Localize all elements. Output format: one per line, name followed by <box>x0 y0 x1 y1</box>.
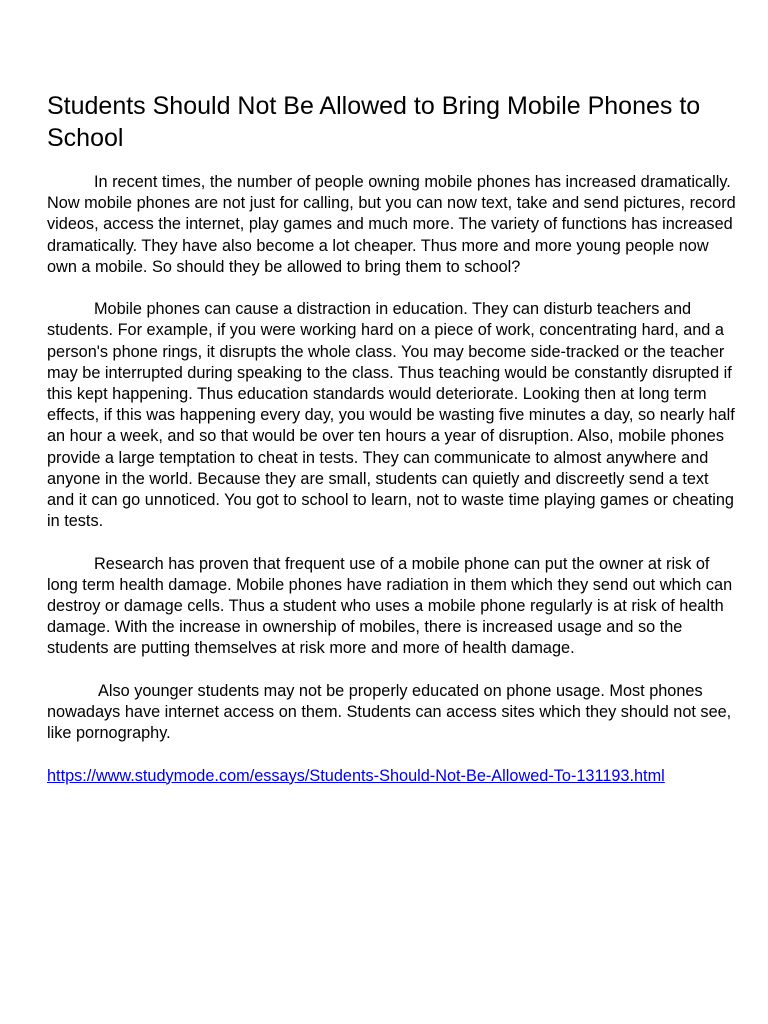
source-link[interactable]: https://www.studymode.com/essays/Students-Should-Not-Be-Allowed-To-131193.html <box>47 766 665 785</box>
paragraph-intro: In recent times, the number of people owning mobile phones has increased dramatically. Now mobile phones are not just for calling, but you can now text, take and send pictures, record videos, access the internet, play games and much more. The variety of functions has increased dramatically. They have also become a lot cheaper. Thus more and more young people now own a mobile. So should they be allowed to bring them to school? <box>47 173 736 276</box>
paragraph-internet: Also younger students may not be properly educated on phone usage. Most phones nowadays have internet access on them. Students can access sites which they should not see, like pornography. <box>47 681 732 743</box>
document-title: Students Should Not Be Allowed to Bring Mobile Phones to School <box>47 92 701 152</box>
paragraph-health: Research has proven that frequent use of a mobile phone can put the owner at risk of long term health damage. Mobile phones have radiation in them which they send out which can destroy or damage cells. Thus a student who uses a mobile phone regularly is at risk of health damage. With the increase in ownership of mobiles, there is increased usage and so the students are putting themselves at risk more and more of health damage. <box>47 554 733 658</box>
document-body <box>47 172 737 787</box>
paragraph-distraction: Mobile phones can cause a distraction in education. They can disturb teachers and students. For example, if you were working hard on a piece of work, concentrating hard, and a person's phone rings, it disrupts the whole class. You may become side-tracked or the teacher may be interrupted during speaking to the class. Thus teaching would be constantly disrupted if this kept happening. Thus education standards would deteriorate. Looking then at long term effects, if this was happening every day, you would be wasting five minutes a day, so nearly half an hour a week, and so that would be over ten hours a year of disruption. Also, mobile phones provide a large temptation to cheat in tests. They can communicate to almost anywhere and anyone in the world. Because they are small, students can quietly and discreetly send a text and it can go unnoticed. You got to school to learn, not to waste time playing games or cheating in tests. <box>47 300 735 531</box>
